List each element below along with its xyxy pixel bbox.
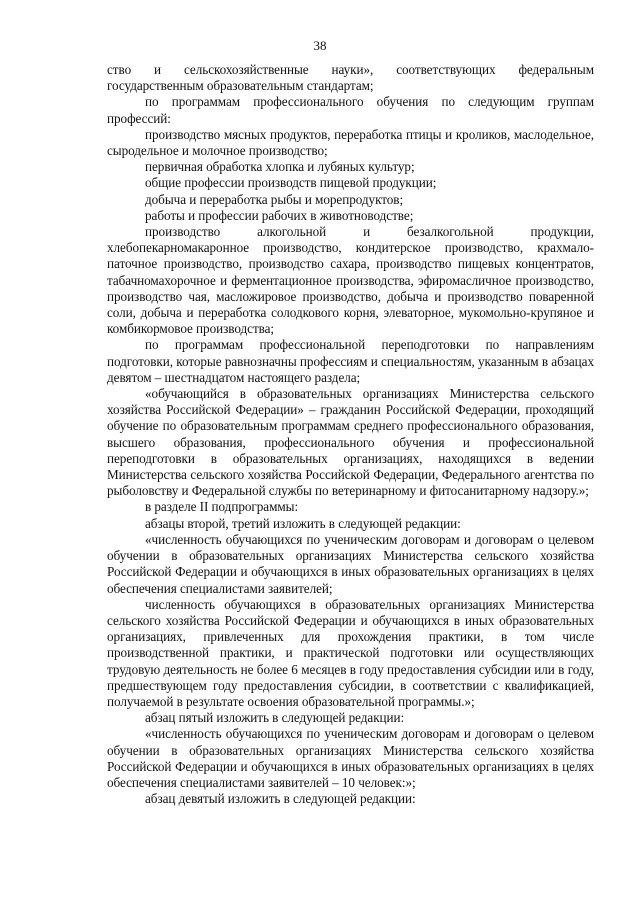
- paragraph-14: численность обучающихся в образовательных организациях Министерства сельского хозяйства Российской Федерации и обучающихся в иных образовательных организациях, привлеченных для прохождения практики, в том числе производственной практики, и практической подготовки или осуществляющих трудовую деятельность не более 6 месяцев в году предоставления субсидии или в году, предшествующем году предоставления субсидии, в соответствии с квалификацией, получаемой в результате освоения образовательной программы.»;: [107, 596, 594, 709]
- paragraph-5: общие профессии производств пищевой продукции;: [145, 175, 437, 191]
- document-body: [107, 62, 594, 807]
- paragraph-11: в разделе II подпрограммы:: [145, 499, 299, 515]
- paragraph-4: первичная обработка хлопка и лубяных культур;: [145, 159, 415, 175]
- paragraph-2: по программам профессионального обучения по следующим группам профессий:: [107, 94, 594, 126]
- paragraph-9: по программам профессиональной переподготовки по направлениям подготовки, которые равнозначны профессиям и специальностям, указанным в абзацах девятом – шестнадцатом настоящего раздела;: [107, 337, 594, 385]
- paragraph-12: абзацы второй, третий изложить в следующей редакции:: [145, 515, 461, 531]
- paragraph-17: абзац девятый изложить в следующей редакции:: [145, 791, 416, 807]
- paragraph-3: производство мясных продуктов, переработка птицы и кроликов, маслодельное, сыродельное и молочное производство;: [107, 126, 594, 159]
- paragraph-10: «обучающийся в образовательных организациях Министерства сельского хозяйства Российской Федерации» – гражданин Российской Федерации, проходящий обучение по образовательным программам среднего профессионального образования, высшего образования, профессионального обучения и профессиональной переподготовки в образовательных организациях, находящихся в ведении Министерства сельского хозяйства Российской Федерации, Федерального агентства по рыболовству и Федеральной службы по ветеринарному и фитосанитарному надзору.»;: [107, 386, 594, 499]
- paragraph-1: ство и сельскохозяйственные науки», соответствующих федеральным государственным образовательным стандартам;: [107, 62, 594, 94]
- page-number: 38: [313, 38, 327, 53]
- paragraph-7: работы и профессии рабочих в животноводстве;: [145, 207, 414, 223]
- paragraph-16: «численность обучающихся по ученическим договорам и договорам о целевом обучении в образовательных организациях Министерства сельского хозяйства Российской Федерации и обучающихся в иных образовательных организациях в целях обеспечения специалистами заявителей – 10 человек:»;: [107, 726, 594, 790]
- paragraph-15: абзац пятый изложить в следующей редакции:: [145, 710, 405, 726]
- paragraph-6: добыча и переработка рыбы и морепродуктов;: [145, 191, 404, 207]
- paragraph-13: «численность обучающихся по ученическим договорам и договорам о целевом обучении в образовательных организациях Министерства сельского хозяйства Российской Федерации и обучающихся в иных образовательных организациях в целях обеспечения специалистами заявителей;: [107, 531, 594, 596]
- paragraph-8: производство алкогольной и безалкогольной продукции, хлебопекарномакаронное производство, кондитерское производство, крахмало-паточное производство, производство сахара, производство пищевых концентратов, табачномахорочное и ферментационное производства, эфиромасличное производство, производство чая, масложировое производство, добыча и производство поваренной соли, добыча и переработка солодкового корня, элеваторное, мукомольно-крупяное и комбикормовое производства;: [107, 224, 594, 337]
